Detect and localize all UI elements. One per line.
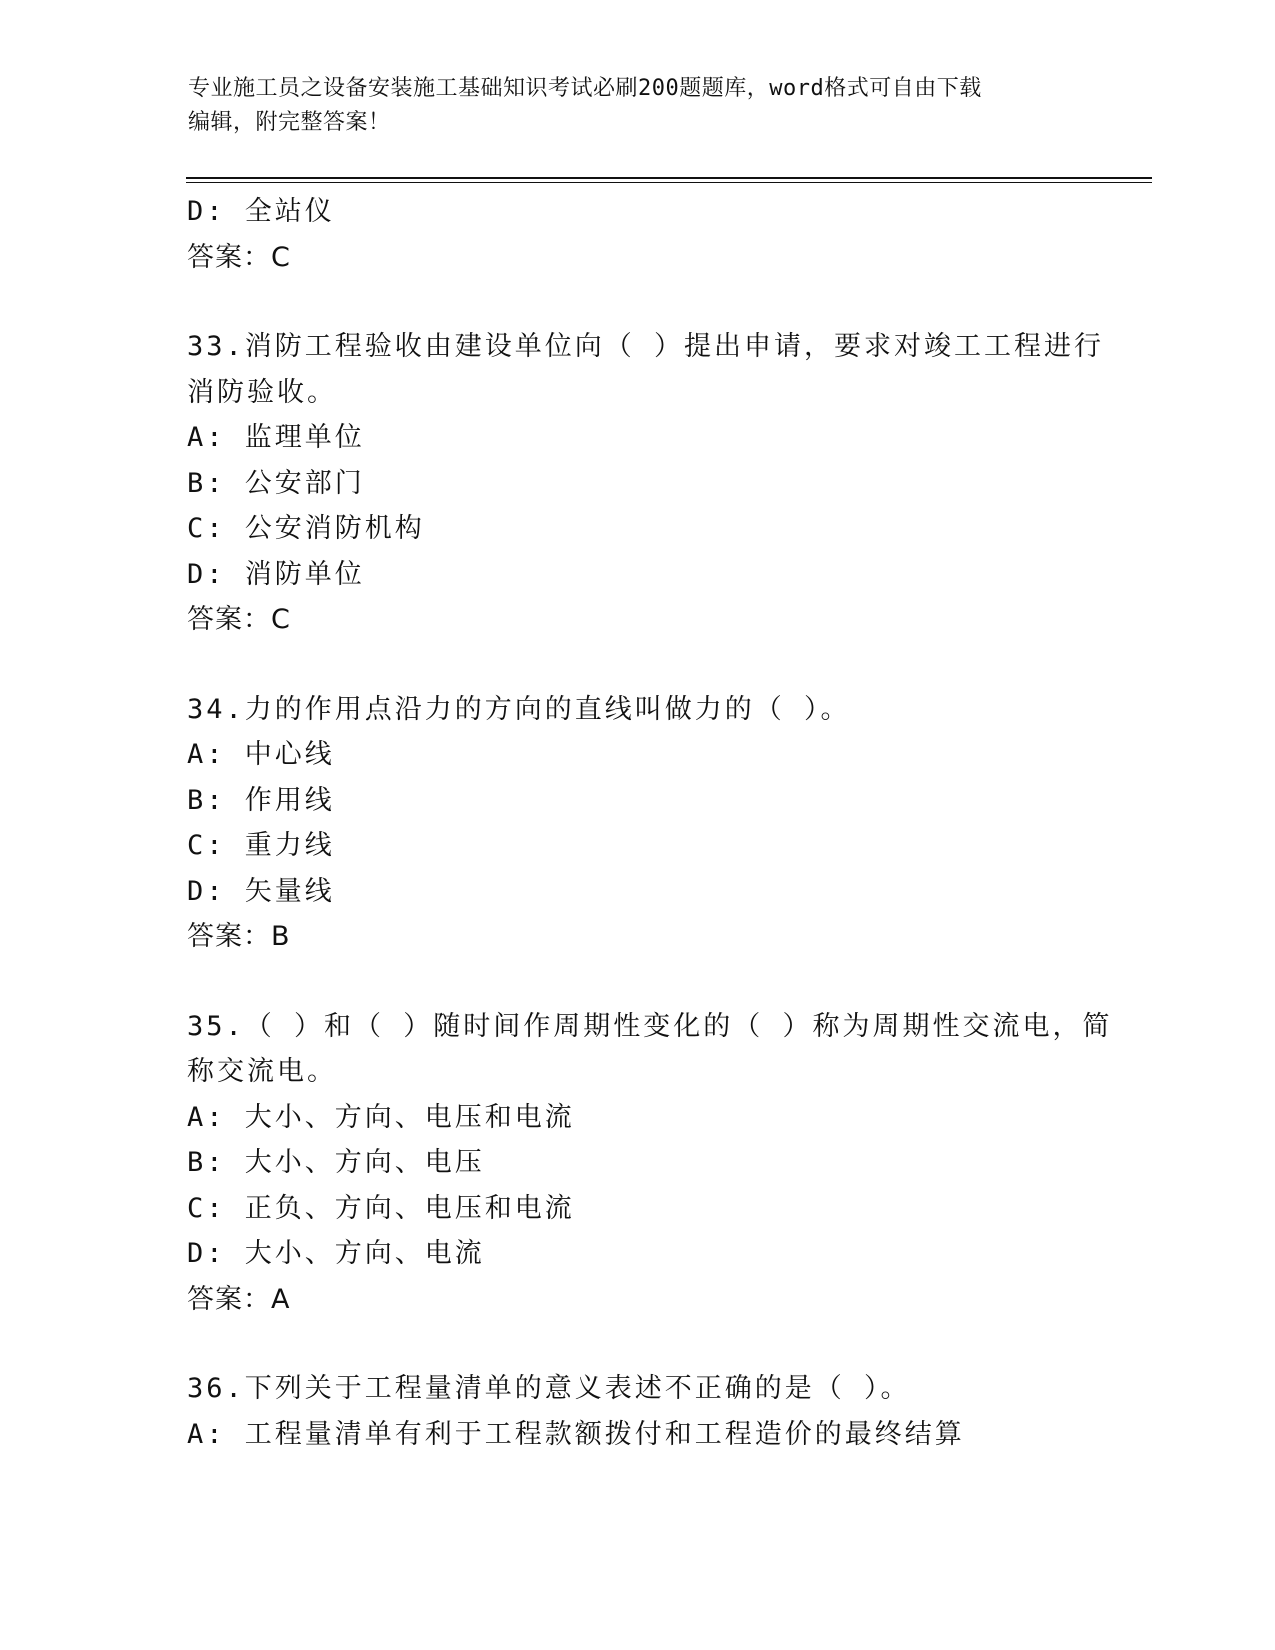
header-line-1: 专业施工员之设备安装施工基础知识考试必刷200题题库，word格式可自由下载 xyxy=(188,76,982,101)
question-text-continued: 称交流电。 xyxy=(187,1056,337,1087)
question-text: 36.下列关于工程量清单的意义表述不正确的是（ ）。 xyxy=(187,1373,911,1404)
spacer xyxy=(187,643,1087,687)
answer-label: 答案：A xyxy=(187,1283,291,1315)
question-34 xyxy=(187,687,1087,960)
question-35 xyxy=(187,1004,1113,1323)
option-d: D: 全站仪 xyxy=(187,196,335,227)
option-a: A: 大小、方向、电压和电流 xyxy=(187,1101,575,1133)
document-header xyxy=(188,72,1088,140)
option-c: C: 重力线 xyxy=(187,830,335,861)
question-text-continued: 消防验收。 xyxy=(187,376,337,408)
question-33 xyxy=(187,324,1105,643)
spacer xyxy=(187,960,1087,1004)
answer-label: 答案：B xyxy=(187,921,291,952)
spacer xyxy=(187,280,1087,324)
header-line-2: 编辑，附完整答案！ xyxy=(188,110,391,135)
option-c: C: 公安消防机构 xyxy=(187,513,425,544)
question-text: 33.消防工程验收由建设单位向（ ）提出申请，要求对竣工工程进行 xyxy=(187,331,1105,362)
header-divider-thick xyxy=(186,177,1152,179)
header-divider-thin xyxy=(186,182,1152,183)
option-b: B: 大小、方向、电压 xyxy=(187,1147,485,1178)
option-b: B: 公安部门 xyxy=(187,467,365,499)
option-c: C: 正负、方向、电压和电流 xyxy=(187,1192,575,1224)
option-a: A: 中心线 xyxy=(187,739,335,770)
question-text: 34.力的作用点沿力的方向的直线叫做力的（ ）。 xyxy=(187,693,851,725)
question-text: 35.（ ）和（ ）随时间作周期性变化的（ ）称为周期性交流电，简 xyxy=(187,1010,1113,1042)
option-a: A: 监理单位 xyxy=(187,422,365,453)
question-32-tail xyxy=(187,189,1087,280)
option-d: D: 消防单位 xyxy=(187,558,365,590)
answer-label: 答案：C xyxy=(187,604,291,635)
option-d: D: 大小、方向、电流 xyxy=(187,1238,485,1269)
answer-label: 答案：C xyxy=(187,241,291,273)
option-a: A: 工程量清单有利于工程款额拨付和工程造价的最终结算 xyxy=(187,1418,965,1450)
question-list xyxy=(187,189,1113,1457)
question-36 xyxy=(187,1366,1087,1457)
option-d: D: 矢量线 xyxy=(187,875,335,907)
spacer xyxy=(187,1322,1087,1366)
option-b: B: 作用线 xyxy=(187,784,335,816)
